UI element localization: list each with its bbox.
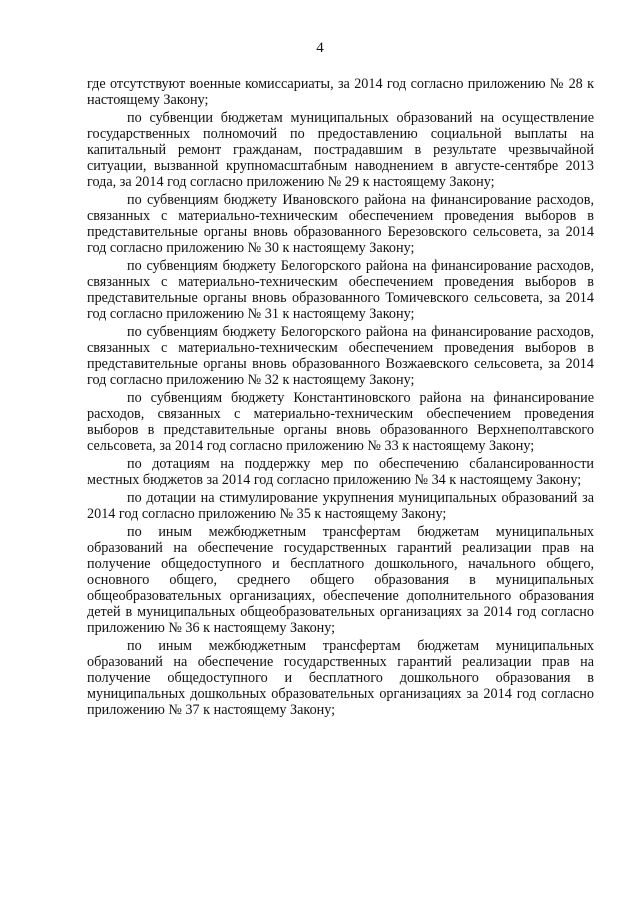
paragraph-appendix-29: по субвенции бюджетам муниципальных образований на осуществление государственных полномочий по предоставлению социальной выплаты на капитальный ремонт гражданам, пострадавшим в результате чрезвычайной ситуации, вызванной крупномасштабным наводнением в августе-сентябре 2013 года, за 2014 год согласно приложению № 29 к настоящему Закону; — [87, 110, 594, 190]
paragraph-appendix-33: по субвенциям бюджету Константиновского района на финансирование расходов, связанных с материально-техническим обеспечением проведения выборов в представительные органы вновь образованного Верхнеполтавского сельсовета, за 2014 год согласно приложению № 33 к настоящему Закону; — [87, 390, 594, 454]
paragraph-appendix-30: по субвенциям бюджету Ивановского района на финансирование расходов, связанных с материально-техническим обеспечением проведения выборов в представительные органы вновь образованного Березовского сельсовета, за 2014 год согласно приложению № 30 к настоящему Закону; — [87, 192, 594, 256]
page-number: 4 — [316, 40, 324, 56]
paragraph-appendix-32: по субвенциям бюджету Белогорского района на финансирование расходов, связанных с материально-техническим обеспечением проведения выборов в представительные органы вновь образованного Возжаевского сельсовета, за 2014 год согласно приложению № 32 к настоящему Закону; — [87, 324, 594, 388]
paragraph-appendix-28: где отсутствуют военные комиссариаты, за 2014 год согласно приложению № 28 к настоящему Закону; — [87, 76, 594, 108]
paragraph-appendix-34: по дотациям на поддержку мер по обеспечению сбалансированности местных бюджетов за 2014 год согласно приложению № 34 к настоящему Закону; — [87, 456, 594, 488]
paragraph-appendix-31: по субвенциям бюджету Белогорского района на финансирование расходов, связанных с материально-техническим обеспечением проведения выборов в представительные органы вновь образованного Томичевского сельсовета, за 2014 год согласно приложению № 31 к настоящему Закону; — [87, 258, 594, 322]
paragraph-appendix-37: по иным межбюджетным трансфертам бюджетам муниципальных образований на обеспечение государственных гарантий реализации прав на получение общедоступного и бесплатного дошкольного образования в муниципальных дошкольных образовательных организациях за 2014 год согласно приложению № 37 к настоящему Закону; — [87, 638, 594, 718]
paragraph-appendix-36: по иным межбюджетным трансфертам бюджетам муниципальных образований на обеспечение государственных гарантий реализации прав на получение общедоступного и бесплатного дошкольного, начального общего, основного общего, среднего общего образования в муниципальных общеобразовательных организациях, обеспечение дополнительного образования детей в муниципальных общеобразовательных организациях за 2014 год согласно приложению № 36 к настоящему Закону; — [87, 524, 594, 636]
paragraph-appendix-35: по дотации на стимулирование укрупнения муниципальных образований за 2014 год согласно приложению № 35 к настоящему Закону; — [87, 490, 594, 522]
document-body — [87, 76, 594, 720]
